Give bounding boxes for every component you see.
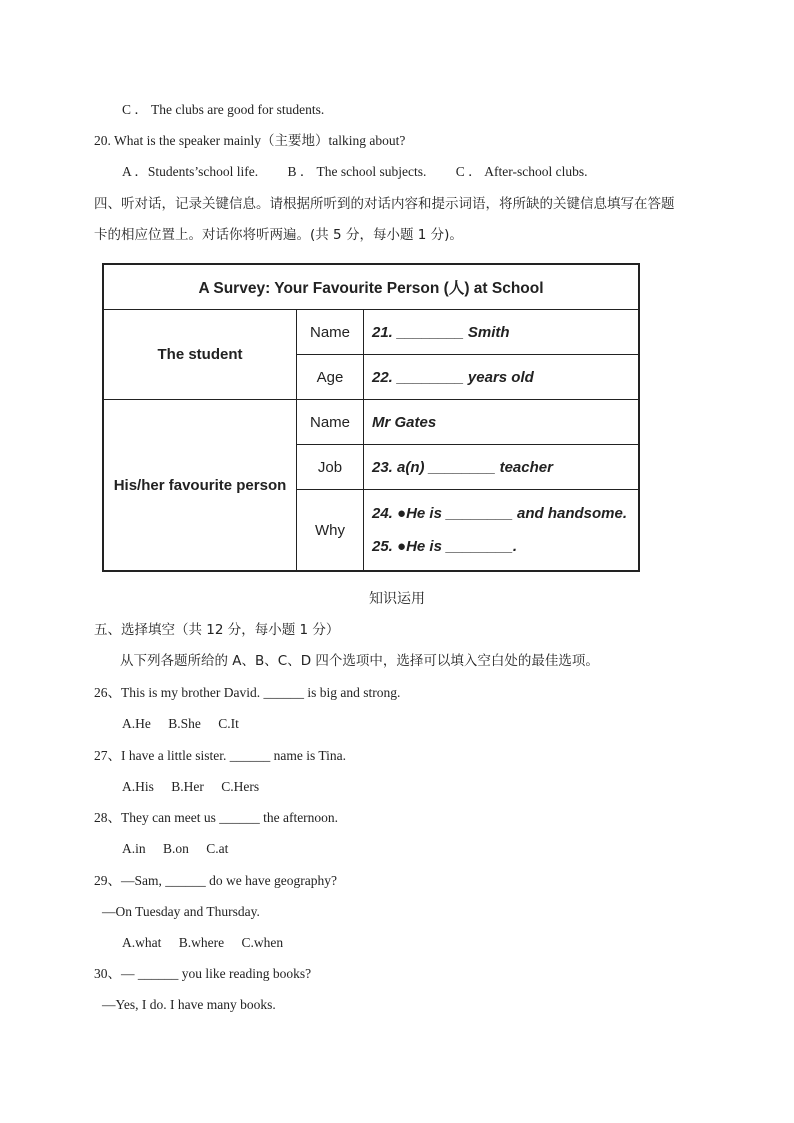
field-name-2: Name xyxy=(297,400,364,445)
field-why: Why xyxy=(297,490,364,572)
q27-option-a[interactable]: A.His xyxy=(122,779,154,794)
q20-option-c[interactable]: C ． After-school clubs. xyxy=(455,164,588,179)
q20-option-a[interactable]: A ．Students’school life. xyxy=(122,164,259,179)
field-age: Age xyxy=(297,355,364,400)
why-values xyxy=(364,490,640,572)
q26-options xyxy=(122,715,253,733)
section5-instruction: 从下列各题所给的 A、B、C、D 四个选项中，选择可以填入空白处的最佳选项。 xyxy=(120,653,599,669)
q29-option-a[interactable]: A.what xyxy=(122,935,162,950)
question-30: 30、— ______ you like reading books? xyxy=(94,966,312,981)
question-26: 26、This is my brother David. ______ is big and strong. xyxy=(94,685,401,700)
q27-option-b[interactable]: B.Her xyxy=(171,779,204,794)
section-heading: 知识运用 xyxy=(369,591,425,607)
survey-title: A Survey: Your Favourite Person (人) at School xyxy=(103,264,639,310)
q20-question: 20. What is the speaker mainly（主要地）talking about? xyxy=(94,133,406,148)
field-job: Job xyxy=(297,445,364,490)
q26-option-b[interactable]: B.She xyxy=(168,716,201,731)
q20-options xyxy=(122,163,613,181)
q28-option-c[interactable]: C.at xyxy=(206,841,229,856)
question-29: 29、—Sam, ______ do we have geography? xyxy=(94,873,337,888)
question-30-reply: —Yes, I do. I have many books. xyxy=(102,997,276,1012)
answer-23[interactable]: 23. a(n) ________ teacher xyxy=(364,445,640,490)
section4-instruction-line2: 卡的相应位置上。对话你将听两遍。(共 5 分，每小题 1 分)。 xyxy=(94,227,463,243)
q28-option-b[interactable]: B.on xyxy=(163,841,189,856)
question-29-reply: —On Tuesday and Thursday. xyxy=(102,904,260,919)
answer-22[interactable]: 22. ________ years old xyxy=(364,355,640,400)
question-27: 27、I have a little sister. ______ name is Tina. xyxy=(94,748,346,763)
favourite-person-label: His/her favourite person xyxy=(103,400,297,572)
q27-option-c[interactable]: C.Hers xyxy=(221,779,260,794)
q28-option-a[interactable]: A.in xyxy=(122,841,146,856)
q26-option-c[interactable]: C.It xyxy=(218,716,239,731)
teacher-name-value: Mr Gates xyxy=(364,400,640,445)
q29-options xyxy=(122,934,297,952)
q27-options xyxy=(122,778,273,796)
q26-option-a[interactable]: A.He xyxy=(122,716,151,731)
section4-instruction-line1: 四、听对话，记录关键信息。请根据所听到的对话内容和提示词语，将所缺的关键信息填写在答题 xyxy=(94,196,675,212)
student-label: The student xyxy=(103,310,297,400)
q28-options xyxy=(122,840,242,858)
section5-title: 五、选择填空（共 12 分，每小题 1 分） xyxy=(94,622,340,638)
answer-25[interactable]: 25. ●He is ________. xyxy=(372,538,518,555)
answer-24[interactable]: 24. ●He is ________ and handsome. xyxy=(372,505,628,522)
question-28: 28、They can meet us ______ the afternoon. xyxy=(94,810,339,825)
field-name-1: Name xyxy=(297,310,364,355)
q29-option-b[interactable]: B.where xyxy=(178,935,225,950)
q20-option-b[interactable]: B ． The school subjects. xyxy=(287,164,427,179)
q29-option-c[interactable]: C.when xyxy=(241,935,284,950)
answer-21[interactable]: 21. ________ Smith xyxy=(364,310,640,355)
survey-table xyxy=(102,263,640,572)
q19-option-c: C ． The clubs are good for students. xyxy=(122,102,325,117)
